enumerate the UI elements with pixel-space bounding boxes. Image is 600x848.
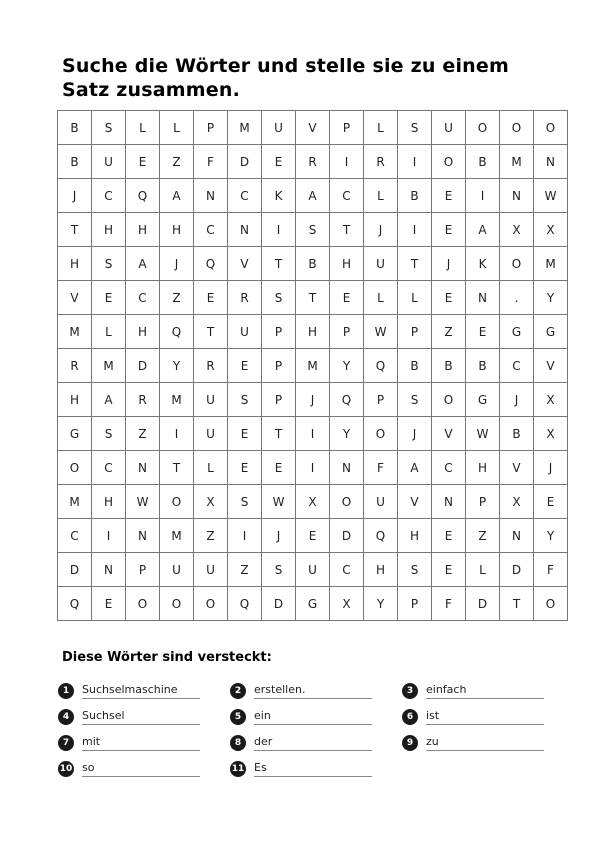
grid-cell: V: [500, 451, 534, 485]
grid-cell: M: [58, 485, 92, 519]
grid-cell: E: [432, 519, 466, 553]
word-list-item: [230, 707, 372, 725]
grid-cell: O: [364, 417, 398, 451]
grid-cell: H: [364, 553, 398, 587]
grid-cell: E: [228, 451, 262, 485]
grid-cell: D: [500, 553, 534, 587]
grid-cell: Y: [330, 417, 364, 451]
word-text: erstellen.: [254, 683, 372, 699]
grid-cell: E: [92, 281, 126, 315]
grid-cell: L: [364, 111, 398, 145]
grid-cell: N: [194, 179, 228, 213]
grid-cell: V: [534, 349, 568, 383]
grid-cell: Q: [364, 349, 398, 383]
grid-cell: F: [194, 145, 228, 179]
grid-cell: U: [228, 315, 262, 349]
grid-cell: Z: [126, 417, 160, 451]
grid-cell: R: [126, 383, 160, 417]
grid-cell: M: [160, 519, 194, 553]
grid-cell: S: [92, 417, 126, 451]
word-number-badge: 7: [58, 735, 74, 751]
grid-cell: T: [296, 281, 330, 315]
grid-cell: T: [262, 247, 296, 281]
word-text: so: [82, 761, 200, 777]
grid-cell: R: [228, 281, 262, 315]
grid-cell: H: [126, 213, 160, 247]
grid-cell: E: [126, 145, 160, 179]
grid-cell: S: [398, 383, 432, 417]
grid-cell: N: [92, 553, 126, 587]
grid-cell: Y: [534, 519, 568, 553]
grid-cell: T: [58, 213, 92, 247]
word-number-badge: 9: [402, 735, 418, 751]
grid-cell: S: [228, 485, 262, 519]
grid-cell: T: [330, 213, 364, 247]
word-list-item: [58, 681, 200, 699]
grid-cell: R: [194, 349, 228, 383]
grid-cell: Q: [228, 587, 262, 621]
grid-cell: J: [262, 519, 296, 553]
grid-cell: A: [296, 179, 330, 213]
grid-cell: W: [262, 485, 296, 519]
grid-cell: J: [160, 247, 194, 281]
grid-cell: G: [500, 315, 534, 349]
grid-cell: Q: [364, 519, 398, 553]
grid-cell: X: [500, 485, 534, 519]
grid-cell: T: [262, 417, 296, 451]
grid-cell: O: [432, 383, 466, 417]
grid-cell: O: [160, 485, 194, 519]
word-number-badge: 1: [58, 683, 74, 699]
grid-cell: U: [160, 553, 194, 587]
word-text: einfach: [426, 683, 544, 699]
grid-cell: B: [398, 349, 432, 383]
grid-cell: W: [534, 179, 568, 213]
grid-cell: O: [534, 111, 568, 145]
grid-cell: E: [534, 485, 568, 519]
grid-cell: Y: [160, 349, 194, 383]
grid-cell: U: [432, 111, 466, 145]
grid-cell: E: [228, 349, 262, 383]
word-text: zu: [426, 735, 544, 751]
grid-cell: U: [296, 553, 330, 587]
grid-cell: C: [432, 451, 466, 485]
grid-cell: S: [398, 111, 432, 145]
word-text: der: [254, 735, 372, 751]
grid-cell: P: [330, 111, 364, 145]
grid-cell: T: [398, 247, 432, 281]
grid-cell: R: [58, 349, 92, 383]
word-list-heading: Diese Wörter sind versteckt:: [62, 650, 272, 665]
grid-cell: C: [92, 179, 126, 213]
grid-cell: M: [160, 383, 194, 417]
word-number-badge: 3: [402, 683, 418, 699]
grid-cell: U: [364, 485, 398, 519]
grid-cell: X: [500, 213, 534, 247]
grid-cell: Z: [228, 553, 262, 587]
grid-cell: H: [92, 485, 126, 519]
grid-cell: I: [228, 519, 262, 553]
grid-cell: C: [58, 519, 92, 553]
grid-cell: U: [262, 111, 296, 145]
grid-cell: I: [296, 451, 330, 485]
grid-cell: A: [160, 179, 194, 213]
grid-cell: M: [296, 349, 330, 383]
grid-cell: L: [364, 281, 398, 315]
word-text: ein: [254, 709, 372, 725]
grid-cell: Z: [160, 145, 194, 179]
grid-cell: J: [58, 179, 92, 213]
grid-cell: J: [500, 383, 534, 417]
grid-cell: H: [330, 247, 364, 281]
grid-cell: G: [296, 587, 330, 621]
grid-cell: S: [92, 247, 126, 281]
grid-cell: U: [194, 553, 228, 587]
grid-cell: G: [58, 417, 92, 451]
grid-cell: L: [194, 451, 228, 485]
grid-cell: H: [58, 383, 92, 417]
grid-cell: I: [330, 145, 364, 179]
grid-cell: O: [160, 587, 194, 621]
grid-cell: G: [466, 383, 500, 417]
grid-cell: N: [500, 519, 534, 553]
grid-cell: H: [398, 519, 432, 553]
grid-cell: S: [398, 553, 432, 587]
word-text: Suchselmaschine: [82, 683, 200, 699]
grid-cell: P: [262, 315, 296, 349]
grid-cell: W: [126, 485, 160, 519]
grid-cell: O: [330, 485, 364, 519]
grid-cell: O: [194, 587, 228, 621]
grid-cell: M: [228, 111, 262, 145]
grid-cell: A: [92, 383, 126, 417]
grid-cell: C: [330, 179, 364, 213]
grid-cell: A: [466, 213, 500, 247]
page-title: Suche die Wörter und stelle sie zu einem Satz zusammen.: [62, 55, 509, 101]
grid-cell: O: [432, 145, 466, 179]
word-search-grid: [57, 110, 568, 621]
grid-cell: O: [534, 587, 568, 621]
grid-cell: E: [262, 451, 296, 485]
grid-cell: F: [432, 587, 466, 621]
grid-cell: R: [364, 145, 398, 179]
grid-cell: I: [466, 179, 500, 213]
grid-cell: E: [330, 281, 364, 315]
grid-cell: U: [92, 145, 126, 179]
grid-cell: I: [160, 417, 194, 451]
grid-cell: B: [58, 145, 92, 179]
word-text: ist: [426, 709, 544, 725]
word-text: Es: [254, 761, 372, 777]
grid-cell: Q: [160, 315, 194, 349]
grid-cell: I: [262, 213, 296, 247]
grid-cell: X: [296, 485, 330, 519]
grid-cell: C: [330, 553, 364, 587]
word-list-item: [402, 681, 544, 699]
grid-cell: D: [228, 145, 262, 179]
word-list-item: [58, 759, 200, 777]
grid-cell: P: [330, 315, 364, 349]
word-number-badge: 8: [230, 735, 246, 751]
word-list-item: [58, 707, 200, 725]
grid-cell: Q: [330, 383, 364, 417]
grid-cell: L: [364, 179, 398, 213]
grid-cell: E: [296, 519, 330, 553]
grid-cell: B: [466, 349, 500, 383]
word-list-item: [230, 759, 372, 777]
grid-cell: O: [500, 111, 534, 145]
grid-cell: J: [534, 451, 568, 485]
word-number-badge: 2: [230, 683, 246, 699]
grid-cell: Y: [330, 349, 364, 383]
grid-cell: F: [364, 451, 398, 485]
grid-cell: K: [466, 247, 500, 281]
grid-cell: P: [262, 383, 296, 417]
grid-cell: P: [398, 315, 432, 349]
word-list-item: [58, 733, 200, 751]
grid-cell: N: [432, 485, 466, 519]
grid-cell: L: [126, 111, 160, 145]
grid-cell: G: [534, 315, 568, 349]
grid-cell: E: [466, 315, 500, 349]
grid-cell: H: [92, 213, 126, 247]
word-list-item: [230, 733, 372, 751]
grid-cell: Q: [58, 587, 92, 621]
word-list-item: [230, 681, 372, 699]
grid-cell: E: [432, 281, 466, 315]
grid-cell: P: [398, 587, 432, 621]
grid-cell: Y: [364, 587, 398, 621]
grid-cell: M: [92, 349, 126, 383]
grid-cell: M: [534, 247, 568, 281]
grid-cell: O: [500, 247, 534, 281]
word-list-item: [402, 707, 544, 725]
grid-cell: V: [432, 417, 466, 451]
grid-cell: E: [92, 587, 126, 621]
grid-cell: Z: [194, 519, 228, 553]
grid-cell: X: [330, 587, 364, 621]
grid-cell: J: [296, 383, 330, 417]
grid-cell: Z: [160, 281, 194, 315]
grid-cell: C: [228, 179, 262, 213]
grid-cell: S: [262, 553, 296, 587]
grid-cell: B: [296, 247, 330, 281]
grid-cell: E: [194, 281, 228, 315]
grid-cell: E: [228, 417, 262, 451]
grid-cell: C: [126, 281, 160, 315]
grid-cell: M: [58, 315, 92, 349]
grid-cell: Z: [466, 519, 500, 553]
word-text: mit: [82, 735, 200, 751]
grid-cell: N: [126, 519, 160, 553]
grid-cell: B: [466, 145, 500, 179]
word-list-item: [402, 733, 544, 751]
grid-cell: H: [466, 451, 500, 485]
grid-cell: J: [398, 417, 432, 451]
grid-cell: H: [160, 213, 194, 247]
grid-cell: T: [500, 587, 534, 621]
grid-cell: M: [500, 145, 534, 179]
grid-cell: X: [534, 213, 568, 247]
grid-cell: W: [466, 417, 500, 451]
grid-cell: X: [534, 383, 568, 417]
word-number-badge: 5: [230, 709, 246, 725]
grid-cell: J: [432, 247, 466, 281]
grid-cell: P: [262, 349, 296, 383]
grid-cell: P: [364, 383, 398, 417]
grid-cell: .: [500, 281, 534, 315]
grid-cell: S: [228, 383, 262, 417]
grid-cell: P: [466, 485, 500, 519]
word-number-badge: 4: [58, 709, 74, 725]
grid-cell: Q: [126, 179, 160, 213]
grid-cell: F: [534, 553, 568, 587]
grid-cell: W: [364, 315, 398, 349]
grid-cell: J: [364, 213, 398, 247]
word-number-badge: 11: [230, 761, 246, 777]
grid-cell: I: [398, 213, 432, 247]
grid-cell: D: [262, 587, 296, 621]
grid-cell: V: [58, 281, 92, 315]
grid-cell: X: [534, 417, 568, 451]
grid-cell: U: [194, 383, 228, 417]
grid-cell: H: [126, 315, 160, 349]
grid-cell: A: [126, 247, 160, 281]
grid-cell: I: [296, 417, 330, 451]
grid-cell: N: [330, 451, 364, 485]
grid-cell: L: [92, 315, 126, 349]
grid-cell: B: [398, 179, 432, 213]
grid-cell: D: [58, 553, 92, 587]
grid-cell: E: [432, 213, 466, 247]
grid-cell: D: [466, 587, 500, 621]
grid-cell: N: [534, 145, 568, 179]
grid-cell: Z: [432, 315, 466, 349]
grid-cell: E: [432, 179, 466, 213]
grid-cell: A: [398, 451, 432, 485]
grid-cell: N: [228, 213, 262, 247]
grid-cell: D: [330, 519, 364, 553]
grid-cell: B: [500, 417, 534, 451]
grid-cell: D: [126, 349, 160, 383]
word-text: Suchsel: [82, 709, 200, 725]
grid-cell: O: [126, 587, 160, 621]
grid-cell: Y: [534, 281, 568, 315]
grid-cell: E: [432, 553, 466, 587]
grid-cell: N: [466, 281, 500, 315]
grid-cell: C: [92, 451, 126, 485]
grid-cell: L: [466, 553, 500, 587]
grid-cell: P: [194, 111, 228, 145]
grid-cell: S: [92, 111, 126, 145]
word-number-badge: 10: [58, 761, 74, 777]
grid-cell: O: [466, 111, 500, 145]
grid-cell: L: [160, 111, 194, 145]
grid-cell: B: [58, 111, 92, 145]
grid-cell: H: [296, 315, 330, 349]
grid-cell: U: [194, 417, 228, 451]
grid-cell: V: [228, 247, 262, 281]
grid-cell: I: [398, 145, 432, 179]
grid-cell: Q: [194, 247, 228, 281]
grid-cell: C: [194, 213, 228, 247]
grid-cell: U: [364, 247, 398, 281]
grid-cell: T: [194, 315, 228, 349]
word-number-badge: 6: [402, 709, 418, 725]
grid-cell: T: [160, 451, 194, 485]
grid-cell: I: [92, 519, 126, 553]
grid-cell: R: [296, 145, 330, 179]
grid-cell: P: [126, 553, 160, 587]
grid-cell: N: [500, 179, 534, 213]
grid-cell: V: [398, 485, 432, 519]
grid-cell: H: [58, 247, 92, 281]
grid-cell: B: [432, 349, 466, 383]
grid-cell: L: [398, 281, 432, 315]
grid-cell: C: [500, 349, 534, 383]
grid-cell: S: [296, 213, 330, 247]
grid-cell: O: [58, 451, 92, 485]
grid-cell: K: [262, 179, 296, 213]
grid-cell: S: [262, 281, 296, 315]
grid-cell: N: [126, 451, 160, 485]
grid-cell: X: [194, 485, 228, 519]
grid-cell: V: [296, 111, 330, 145]
grid-cell: E: [262, 145, 296, 179]
